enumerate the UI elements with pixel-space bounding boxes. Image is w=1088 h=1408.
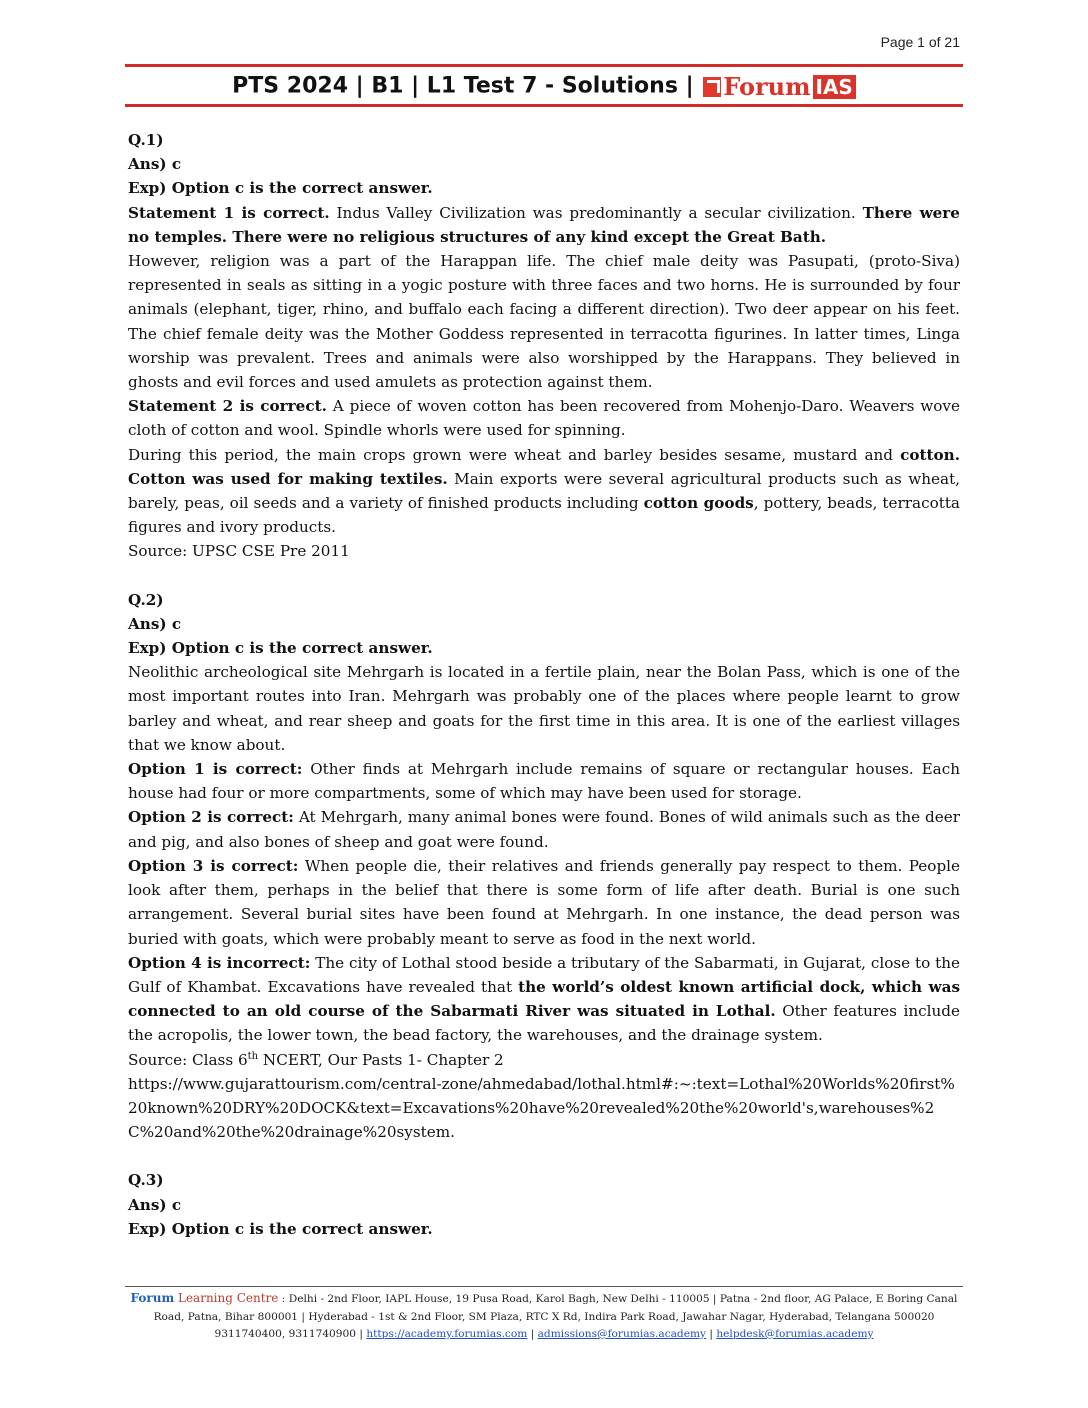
question-number: Q.2)	[128, 590, 164, 609]
logo-forum-text: Forum	[723, 72, 811, 101]
page-footer	[125, 1290, 963, 1344]
explanation-heading: Exp) Option c is the correct answer.	[128, 639, 433, 658]
superscript: th	[247, 1050, 259, 1062]
answer-line: Ans) c	[128, 155, 182, 174]
option-text: The city of Lothal stood beside a tributary of the Sabarmati, in Gujarat, close to the Gulf of Khambat. Excavations have revealed that	[128, 953, 960, 996]
body-paragraph: However, religion was a part of the Harappan life. The chief male deity was Pasupati, (proto-Siva) represented in seals as sitting in a yogic posture with three faces and two horns. He is surrounded by four animals (elephant, tiger, rhino, and buffalo each facing a different direction). Two deer appear on his feet. The chief female deity was the Mother Goddess represented in terracotta figurines. In latter times, Linga worship was prevalent. Trees and animals were also worshipped by the Harappans. They believed in ghosts and evil forces and used amulets as protection against them.	[128, 252, 960, 392]
question-number: Q.3)	[128, 1171, 164, 1190]
title-text: PTS 2024 | B1 | L1 Test 7 - Solutions |	[232, 73, 694, 99]
footer-brand: Forum	[130, 1291, 175, 1305]
body-paragraph: Neolithic archeological site Mehrgarh is located in a fertile plain, near the Bolan Pass, which is one of the most important routes into Iran. Mehrgarh was probably one of the places where people learnt to grow barley and wheat, and rear sheep and goats for the first time in this area. It is one of the earliest villages that we know about.	[128, 663, 960, 754]
explanation-heading: Exp) Option c is the correct answer.	[128, 1219, 433, 1238]
statement-text: Indus Valley Civilization was predominantly a secular civilization.	[329, 203, 863, 222]
statement-label: Statement 2 is correct.	[128, 397, 327, 416]
option-text: At Mehrgarh, many animal bones were found. Bones of wild animals such as the deer and pig, and also bones of sheep and goat were found.	[128, 808, 960, 851]
statement-emphasis: There were no temples. There were no religious structures of any kind except the Great Bath.	[128, 203, 960, 246]
page-number: Page 1 of 21	[880, 34, 960, 50]
logo-ias-text: IAS	[813, 75, 856, 99]
footer-rule	[125, 1286, 963, 1287]
explanation-heading: Exp) Option c is the correct answer.	[128, 179, 433, 198]
document-title	[125, 72, 963, 101]
option-label: Option 2 is correct:	[128, 808, 294, 827]
footer-brand-suffix: Learning Centre	[174, 1291, 279, 1305]
source-line	[128, 1048, 960, 1072]
text-run: , pottery, beads, terracotta figures and ivory products.	[128, 494, 960, 537]
solutions-body	[128, 128, 960, 1241]
footer-separator: |	[527, 1328, 538, 1340]
option-paragraph	[128, 854, 960, 951]
option-text: Other finds at Mehrgarh include remains of square or rectangular houses. Each house had four or more compartments, some of which may have been used for storage.	[128, 760, 961, 803]
option-text: Other features include the acropolis, the lower town, the bead factory, the warehouses, and the drainage system.	[128, 1002, 960, 1045]
option-label: Option 3 is correct:	[128, 856, 299, 875]
option-text: When people die, their relatives and friends generally pay respect to them. People look after them, perhaps in the belief that there is some form of life after death. Burial is one such arrangement. Several burial sites have been found at Mehrgarh. In one instance, the dead person was buried with goats, which were probably meant to serve as food in the next world.	[128, 856, 961, 948]
text-run: Source: Class 6	[128, 1050, 248, 1069]
option-paragraph	[128, 757, 960, 805]
text-emphasis: cotton goods	[643, 494, 754, 513]
text-run: NCERT, Our Pasts 1- Chapter 2	[258, 1050, 504, 1069]
option-emphasis: the world’s oldest known artificial dock, which was connected to an old course of the Sabarmati River was situated in Lothal.	[128, 977, 960, 1021]
footer-phones: 9311740400, 9311740900 |	[214, 1328, 367, 1340]
question-number: Q.1)	[128, 131, 164, 149]
text-run: During this period, the main crops grown were wheat and barley besides sesame, mustard and	[128, 445, 901, 464]
forumias-logo	[703, 72, 856, 101]
forumias-arrow-icon	[703, 77, 721, 97]
header-bottom-rule	[125, 104, 963, 107]
option-paragraph	[128, 805, 960, 853]
footer-separator: |	[706, 1328, 717, 1340]
option-paragraph	[128, 951, 960, 1048]
helpdesk-email-link[interactable]: helpdesk@forumias.academy	[716, 1328, 874, 1340]
option-label: Option 1 is correct:	[128, 760, 303, 779]
answer-line: Ans) c	[128, 614, 182, 633]
admissions-email-link[interactable]: admissions@forumias.academy	[537, 1328, 707, 1340]
text-emphasis: cotton. Cotton was used for making textiles.	[128, 445, 960, 488]
header-top-rule	[125, 64, 963, 67]
statement-label: Statement 1 is correct.	[128, 203, 330, 222]
answer-line: Ans) c	[128, 1195, 182, 1214]
statement-paragraph	[128, 201, 960, 249]
footer-address: : Delhi - 2nd Floor, IAPL House, 19 Pusa Road, Karol Bagh, New Delhi - 110005 | Patna - 2nd floor, AG Palace, E Boring Canal Road, Patna, Bihar 800001 | Hyderabad - 1st & 2nd Floor, SM Plaza, RTC X Rd, Indira Park Road, Jawahar Nagar, Hyderabad, Telangana 500020	[153, 1293, 958, 1323]
source-url[interactable]: https://www.gujarattourism.com/central-zone/ahmedabad/lothal.html#:~:text=Lothal%20Worlds%20first%20known%20DRY%20DOCK&text=Excavations%20have%20revealed%20the%20world's,warehouses%2C%20and%20the%20drainage%20system.	[128, 1074, 955, 1142]
academy-link[interactable]: https://academy.forumias.com	[366, 1328, 528, 1340]
body-paragraph	[128, 443, 960, 540]
option-label: Option 4 is incorrect:	[128, 953, 311, 972]
statement-paragraph	[128, 394, 960, 442]
source-line: Source: UPSC CSE Pre 2011	[128, 542, 350, 561]
text-run: Main exports were several agricultural products such as wheat, barely, peas, oil seeds and a variety of finished products including	[128, 469, 961, 513]
statement-text: A piece of woven cotton has been recovered from Mohenjo-Daro. Weavers wove cloth of cotton and wool. Spindle whorls were used for spinning.	[128, 397, 960, 440]
